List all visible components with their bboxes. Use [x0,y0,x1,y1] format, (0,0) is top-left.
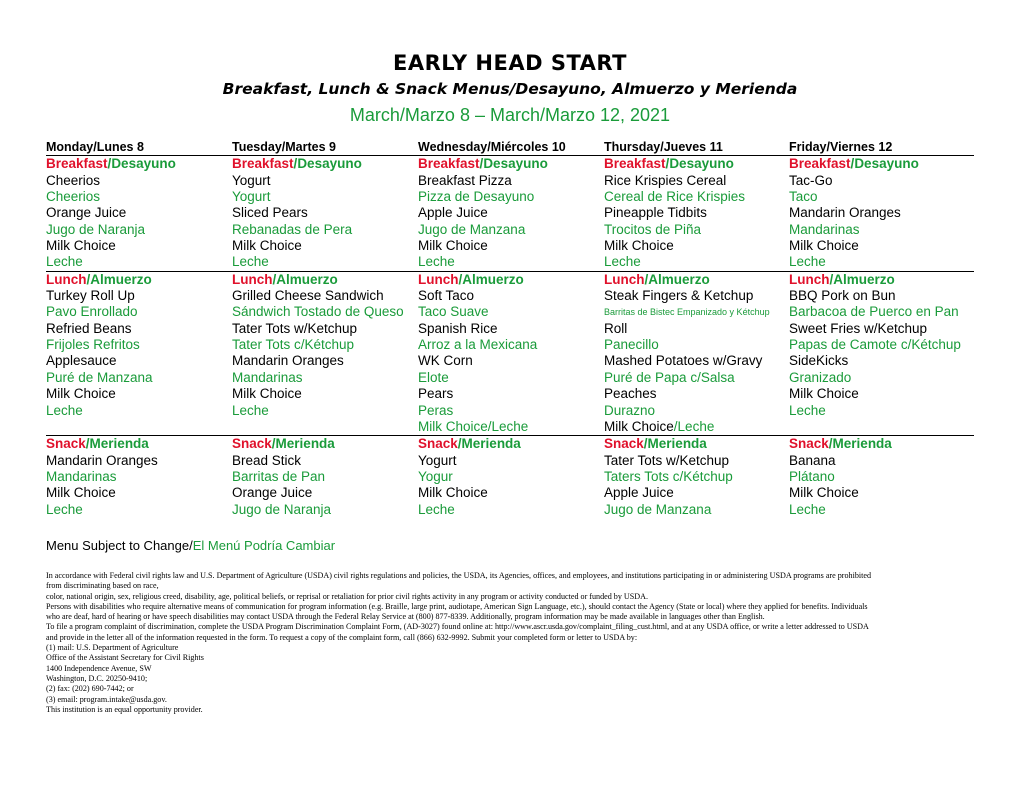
table-row [46,222,974,238]
section-label: Snack/Merienda [604,436,707,452]
legal-line: To file a program complaint of discrimination, complete the USDA Program Discrimination Complaint Form, (AD-3027) found online at: http://www.ascr.usda.gov/complaint_filing_cust.html, and at any USDA office, or write a letter addressed to USDA [46,622,869,632]
menu-item: Puré de Manzana [46,369,153,385]
menu-item: Leche [232,254,269,270]
menu-item: Pizza de Desayuno [418,189,535,205]
legal-line: from discriminating based on race, [46,581,159,591]
menu-item: Soft Taco [418,288,475,304]
table-row [46,386,974,402]
menu-item: Steak Fingers & Ketchup [604,288,754,304]
legal-line: This institution is an equal opportunity provider. [46,704,203,714]
menu-item: Leche [46,254,83,270]
section-label: Snack/Merienda [46,436,149,452]
menu-item: Leche [604,254,641,270]
menu-item: Orange Juice [46,205,127,221]
menu-item: Rice Krispies Cereal [604,172,727,188]
menu-item: Sándwich Tostado de Queso [232,304,404,320]
menu-item: Yogur [418,468,453,484]
legal-line: (3) email: program.intake@usda.gov. [46,694,167,704]
menu-table [46,139,974,518]
section-label: Lunch/Almuerzo [604,271,710,287]
section-label: Breakfast/Desayuno [46,156,176,172]
menu-item: SideKicks [789,353,849,369]
menu-item: Jugo de Naranja [46,221,146,237]
menu-item: Sliced Pears [232,205,308,221]
menu-item: Milk Choice [418,485,488,501]
legal-line: In accordance with Federal civil rights law and U.S. Department of Agriculture (USDA) civil rights regulations and policies, the USDA, its Agencies, offices, and employees, and institutions participating in or administering USDA programs are prohibited [46,571,872,580]
menu-item: Tater Tots w/Ketchup [604,452,730,468]
menu-item: Taco [789,189,818,205]
section-header-row [46,272,974,288]
day-header: Wednesday/Miércoles 10 [418,140,566,154]
change-notice: Menu Subject to Change/El Menú Podría Cambiar [46,538,336,553]
table-row [46,238,974,254]
menu-item: Elote [418,369,449,385]
menu-item: Taters Tots c/Kétchup [604,468,733,484]
menu-item: Tater Tots w/Ketchup [232,320,358,336]
table-row [46,469,974,485]
menu-item: Milk Choice [604,238,674,254]
menu-item: Cheerios [46,189,101,205]
table-row [46,321,974,337]
table-row [46,254,974,271]
menu-item: Frijoles Refritos [46,337,140,353]
section-header-row [46,436,974,452]
table-row [46,370,974,386]
table-row [46,353,974,369]
menu-item: Mandarinas [46,468,117,484]
menu-item: Leche [46,501,83,517]
menu-item: Applesauce [46,353,117,369]
section-label: Lunch/Almuerzo [232,271,338,287]
section-label: Breakfast/Desayuno [232,156,362,172]
section-label: Lunch/Almuerzo [46,271,152,287]
menu-item: Apple Juice [418,205,488,221]
menu-item: WK Corn [418,353,473,369]
menu-item: Leche [46,402,83,418]
menu-item: Banana [789,452,836,468]
menu-item: Peaches [604,386,657,402]
menu-item: Milk Choice [46,386,116,402]
menu-item: Trocitos de Piña [604,221,702,237]
menu-item: Milk Choice [46,485,116,501]
menu-item: Cereal de Rice Krispies [604,189,746,205]
legal-line: Office of the Assistant Secretary for Civil Rights [46,653,204,663]
section-label: Snack/Merienda [418,436,521,452]
table-row [46,403,974,419]
table-row [46,502,974,518]
menu-item: Refried Beans [46,320,132,336]
table-row [46,337,974,353]
table-row [46,189,974,205]
menu-item: Granizado [789,369,852,385]
section-label: Lunch/Almuerzo [418,271,524,287]
menu-item: Milk Choice [46,238,116,254]
menu-item: Arroz a la Mexicana [418,337,538,353]
table-row [46,173,974,189]
section-label: Breakfast/Desayuno [418,156,548,172]
usda-nondiscrimination-statement [46,571,976,715]
menu-item: Plátano [789,468,835,484]
menu-item: Jugo de Manzana [604,501,712,517]
date-range: March/Marzo 8 – March/Marzo 12, 2021 [349,105,671,125]
menu-item: Pineapple Tidbits [604,205,707,221]
menu-item: Barritas de Bistec Empanizado y Kétchup [604,307,770,318]
day-header: Tuesday/Martes 9 [232,140,336,154]
legal-line: (2) fax: (202) 690-7442; or [46,684,134,694]
menu-item: Breakfast Pizza [418,172,512,188]
menu-item: Mashed Potatoes w/Gravy [604,353,763,369]
day-header: Friday/Viernes 12 [789,140,893,154]
menu-item: Jugo de Naranja [232,501,332,517]
section-label: Snack/Merienda [232,436,335,452]
menu-item: Apple Juice [604,485,674,501]
legal-line: and provide in the letter all of the information requested in the form. To request a copy of the complaint form, call (866) 632-9992. Submit your completed form or letter to USDA by: [46,632,638,642]
page-title: EARLY HEAD START [393,51,627,75]
legal-line: Washington, D.C. 20250-9410; [46,673,148,683]
section-label: Lunch/Almuerzo [789,271,895,287]
menu-item: Panecillo [604,337,659,353]
day-header: Thursday/Jueves 11 [604,140,723,154]
section-label: Snack/Merienda [789,436,892,452]
menu-item: Leche [418,501,455,517]
table-row [46,419,974,436]
legal-line: (1) mail: U.S. Department of Agriculture [46,643,179,653]
legal-line: 1400 Independence Avenue, SW [46,663,152,673]
menu-item: Pavo Enrollado [46,304,138,320]
menu-item: Leche [418,254,455,270]
menu-item: Cheerios [46,172,101,188]
section-label: Breakfast/Desayuno [789,156,919,172]
menu-item: Leche [789,254,826,270]
table-row [46,205,974,221]
breakfast-section [46,156,974,271]
table-row [46,288,974,304]
menu-item: Tac-Go [789,172,833,188]
menu-item: Bread Stick [232,452,302,468]
menu-item: Milk Choice/Leche [604,418,715,434]
legal-line: Persons with disabilities who require alternative means of communication for program information (e.g. Braille, large print, audiotape, American Sign Language, etc.), should contact the Agency (State or local) where they applied for benefits. Individuals [46,601,868,611]
menu-item: Barbacoa de Puerco en Pan [789,304,959,320]
table-row [46,304,974,320]
menu-item: Yogurt [232,172,271,188]
section-header-row [46,156,974,172]
menu-item: Milk Choice [789,238,859,254]
day-header: Monday/Lunes 8 [46,140,144,154]
menu-item: Mandarinas [232,369,303,385]
menu-item: Tater Tots c/Kétchup [232,337,355,353]
table-row [46,485,974,501]
menu-item: Durazno [604,402,656,418]
menu-item: Spanish Rice [418,320,498,336]
menu-item: Puré de Papa c/Salsa [604,369,735,385]
menu-item: Sweet Fries w/Ketchup [789,320,928,336]
menu-item: Milk Choice [418,238,488,254]
menu-item: Taco Suave [418,304,489,320]
menu-item: Leche [789,402,826,418]
menu-item: Leche [789,501,826,517]
snack-section [46,436,974,518]
menu-item: Milk Choice [232,238,302,254]
menu-item: Yogurt [418,452,457,468]
menu-item: Jugo de Manzana [418,221,526,237]
menu-item: Milk Choice [789,386,859,402]
menu-item: Mandarin Oranges [232,353,344,369]
menu-item: Grilled Cheese Sandwich [232,288,384,304]
menu-item: Mandarin Oranges [46,452,158,468]
table-row [46,453,974,469]
menu-item: Turkey Roll Up [46,288,135,304]
menu-item: Orange Juice [232,485,313,501]
menu-item: Rebanadas de Pera [232,221,353,237]
menu-item: Milk Choice [232,386,302,402]
menu-item: Milk Choice [789,485,859,501]
menu-item: Mandarin Oranges [789,205,901,221]
legal-line: who are deaf, hard of hearing or have speech disabilities may contact USDA through the Federal Relay Service at (800) 877-8339. Additionally, program information may be made available in languages other than English. [46,612,765,622]
menu-item: Papas de Camote c/Kétchup [789,337,961,353]
legal-line: color, national origin, sex, religious creed, disability, age, political beliefs, or reprisal or retaliation for prior civil rights activity in any program or activity conducted or funded by USDA. [46,591,648,601]
menu-item: Barritas de Pan [232,468,326,484]
day-header-row [46,139,974,156]
section-label: Breakfast/Desayuno [604,156,734,172]
lunch-section [46,272,974,419]
menu-item: Roll [604,320,628,336]
menu-item: Yogurt [232,189,271,205]
menu-item: Milk Choice/Leche [418,418,529,434]
menu-item: BBQ Pork on Bun [789,288,896,304]
menu-item: Mandarinas [789,221,860,237]
menu-item: Leche [232,402,269,418]
menu-item: Peras [418,402,454,418]
menu-item: Pears [418,386,454,402]
menu-subtitle: Breakfast, Lunch & Snack Menus/Desayuno, Almuerzo y Merienda [222,80,798,98]
